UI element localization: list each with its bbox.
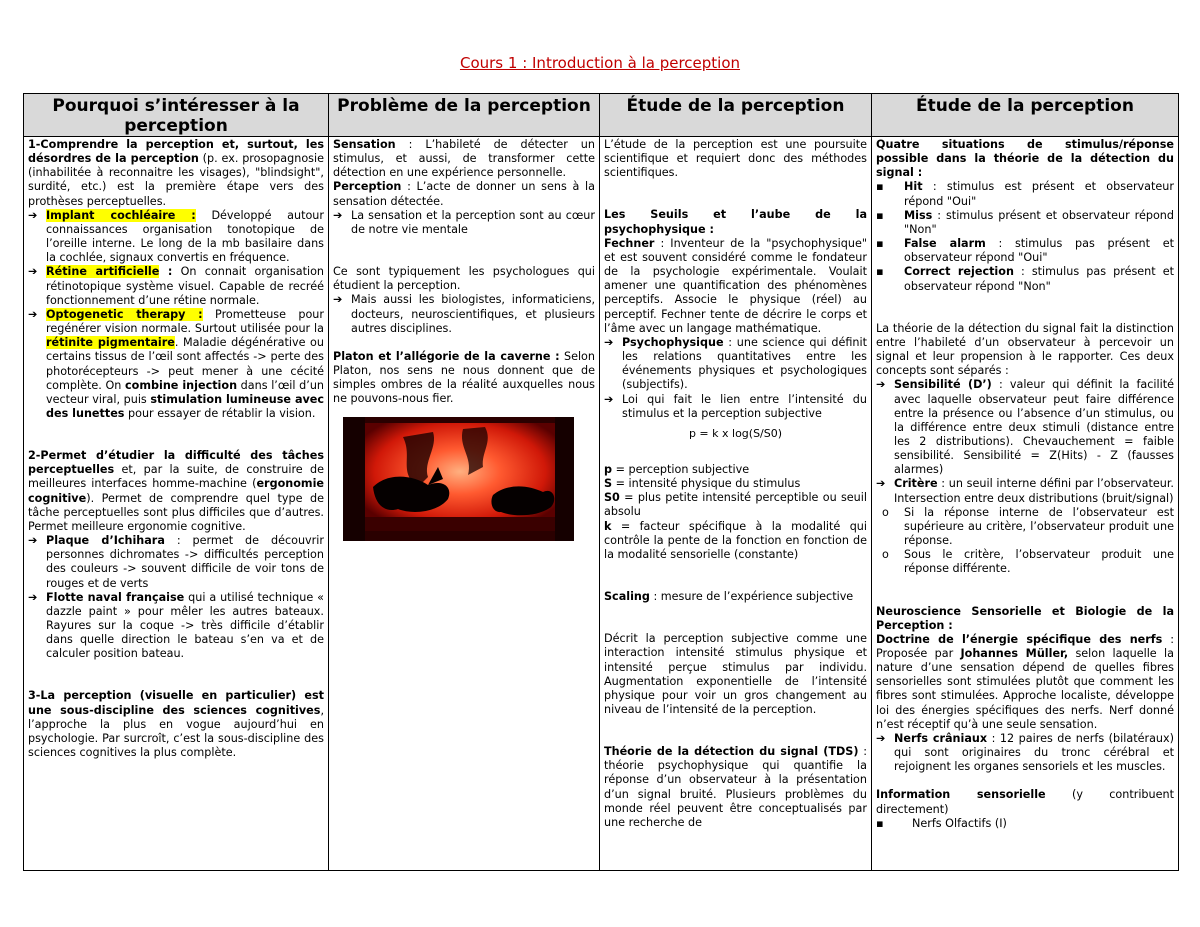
square-bullet-icon: ▪ [876,237,884,251]
list-item: o Si la réponse interne de l’observateur est supérieure au critère, l’observateur produit une réponse. [882,505,1174,548]
arrow-icon: ➔ [876,731,886,745]
arrow-icon: ➔ [28,208,38,222]
list-item: ➔ Optogenetic therapy : Prometteuse pour regénérer vision normale. Surtout utilisée pour la rétinite pigmentaire. Maladie dégénérative ou certains tissus de l’œil sont affectés -> perte des photorécepteurs -> peut mener à une cécité complète. On combine injection dans l’œil d’un vecteur viral, puis stimulation lumineuse avec des lunettes pour essayer de rétablir la vision. [28,307,324,420]
arrow-icon: ➔ [28,534,38,548]
list-item: o Sous le critère, l’observateur produit une réponse différente. [882,548,1174,576]
square-bullet-icon: ▪ [876,208,884,222]
point-2: 2-Permet d’étudier la difficulté des tâches perceptuelles et, par la suite, de construire de meilleures interfaces homme-machine (ergonomie cognitive). Permet de comprendre quel type de tâche perceptuelles sont plus difficiles que d’autres. Permet meilleure ergonomie cognitive. [28,449,324,533]
arrow-icon: ➔ [28,590,38,604]
column-study-1 [600,137,872,871]
plato-cave-image [343,417,574,541]
header-why: Pourquoi s’intéresser à la perception [24,94,329,137]
cave-illustration [343,417,574,541]
arrow-icon: ➔ [333,293,343,307]
header-row [24,94,1179,137]
section-heading: Les Seuils et l’aube de la psychophysique : [604,208,867,236]
doctrine-paragraph: Doctrine de l’énergie spécifique des nerfs : Proposée par Johannes Müller, selon laquelle la nature d’une sensation dépend de quelles fibres sensorielles sont stimulées plutôt que comment les fibres sont stimulées. Approche localiste, développe loi des énergies spécifiques des nerfs. Nerf donné n’est réceptif qu’à une seule sensation. [876,632,1174,731]
list-item: ➔ La sensation et la perception sont au cœur de notre vie mentale [333,208,595,236]
header-study-1: Étude de la perception [600,94,872,137]
list-item: ▪ Nerfs Olfactifs (I) [876,816,1007,830]
column-why [24,137,329,871]
list-item: ▪ Hit : stimulus est présent et observateur répond "Oui" [876,180,1174,208]
scaling-paragraph: Scaling : mesure de l’expérience subjective [604,590,854,604]
point-3: 3-La perception (visuelle en particulier) est une sous-discipline des sciences cognitives, l’approche la plus en vogue aujourd’hui en psychologie. Par surcroît, c’est la sous-discipline des sciences cognitives la plus complète. [28,689,324,760]
list-item: ➔ Sensibilité (D’) : valeur qui définit la facilité avec laquelle observateur peut faire différence entre la présence ou l’absence d’un stimulus, ou la différence entre deux stimuli (distance entre les 2 distributions). Chevauchement = faible sensibilité. Sensibilité = Z(Hits) - Z (fausses alarmes) [876,378,1174,477]
list-item: ▪ False alarm : stimulus pas présent et observateur répond "Oui" [876,237,1174,265]
fechner-formula: p = k x log(S/S0) [688,426,783,440]
definition: S0 = plus petite intensité perceptible ou seuil absolu [604,491,867,519]
fechner-paragraph: Fechner : Inventeur de la "psychophysique" et est souvent considéré comme le fondateur de la psychologie expérimentale. Voulait amener une quantification des phénomènes perceptifs. Associe le physique (réel) au perceptif. Fechner tente de décrire le corps et l’âme avec un langage mathématique. [604,236,867,335]
list-item: ➔ Nerfs crâniaux : 12 paires de nerfs (bilatéraux) qui sont originaires du tronc cérébral et rejoignent les organes sensoriels et les muscles. [876,731,1174,774]
arrow-icon: ➔ [604,335,614,349]
tds-distinction: La théorie de la détection du signal fait la distinction entre l’habileté d’un observateur à percevoir un signal et leur propension à le rapporter. Ces deux concepts sont séparés : [876,321,1174,378]
list-item: ➔ Plaque d’Ichihara : permet de découvrir personnes dichromates -> difficultés perception des couleurs -> souvent difficile de voir tons de rouges et de verts [28,534,324,590]
list-item: ➔ Critère : un seuil interne défini par l’observateur. Intersection entre deux distributions (bruit/signal) [876,477,1174,505]
arrow-icon: ➔ [333,208,343,222]
arrow-icon: ➔ [28,265,38,279]
study-intro: L’étude de la perception est une poursuite scientifique et requiert donc des méthodes scientifiques. [604,138,867,180]
list-item: ➔ Flotte naval française qui a utilisé technique « dazzle paint » pour mêler les autres bateaux. Rayures sur la coque -> très difficile d’établir dans quelle direction le bateau s’en va et de calculer position bateau. [28,590,324,661]
list-item: ➔ Rétine artificielle : On connait organisation rétinotopique système visuel. Capable de recréé fonctionnement d’une rétine normale. [28,265,324,307]
list-item: ▪ Miss : stimulus présent et observateur répond "Non" [876,208,1174,236]
section-heading: Neuroscience Sensorielle et Biologie de la Perception : [876,604,1174,632]
arrow-icon: ➔ [604,392,614,406]
header-problem: Problème de la perception [329,94,600,137]
document-title: Cours 1 : Introduction à la perception [459,54,741,72]
list-item: ➔ Mais aussi les biologistes, informaticiens, docteurs, neuroscientifiques, et plusieurs autres disciplines. [333,293,595,335]
circle-bullet-icon: o [882,548,889,562]
arrow-icon: ➔ [876,378,886,392]
square-bullet-icon: ▪ [876,180,884,194]
section-heading: Quatre situations de stimulus/réponse possible dans la théorie de la détection du signal : [876,138,1174,180]
definition: S = intensité physique du stimulus [604,477,801,491]
plato-paragraph: Platon et l’allégorie de la caverne : Selon Platon, nos sens ne nous donnent que de simples ombres de la réalité auxquelles nous ne pouvons-nous fier. [333,349,595,406]
header-study-2: Étude de la perception [872,94,1179,137]
square-bullet-icon: ▪ [876,265,884,279]
list-item: ▪ Correct rejection : stimulus pas présent et observateur répond "Non" [876,265,1174,293]
square-bullet-icon: ▪ [876,816,884,830]
definition: k = facteur spécifique à la modalité qui contrôle la pente de la fonction en fonction de la modalité sensorielle (constante) [604,519,867,561]
definition: p = perception subjective [604,462,750,476]
list-item: ➔ Implant cochléaire : Développé autour connaissances organisation tonotopique de l’oreille interne. Le long de la mb basilaire dans la cochlée, signaux convertis en fréquence. [28,208,324,265]
tds-paragraph: Théorie de la détection du signal (TDS) : théorie psychophysique qui quantifie la réponse d’un observateur à la présentation d’un signal bruité. Plusieurs problèmes du monde réel peuvent être conceptualisés par une recherche de [604,745,867,829]
arrow-icon: ➔ [876,477,886,491]
psychologists-note: Ce sont typiquement les psychologues qui étudient la perception. [333,265,595,293]
content-row [24,137,1179,871]
perception-def: Perception : L’acte de donner un sens à la sensation détectée. [333,180,595,208]
list-item: ➔ Loi qui fait le lien entre l’intensité du stimulus et la perception subjective [604,392,867,420]
circle-bullet-icon: o [882,505,889,519]
sensory-info-heading: Information sensorielle (y contribuent directement) [876,788,1174,816]
list-item: ➔ Psychophysique : une science qui définit les relations quantitatives entre les événements physiques et psychologiques (subjectifs). [604,335,867,392]
column-study-2 [872,137,1179,871]
scaling-description: Décrit la perception subjective comme une interaction intensité stimulus physique et intensité perçue stimulus par individu. Augmentation exponentielle de l’intensité physique pour voir un gros changement au niveau de l’intensité de la perception. [604,632,867,716]
column-problem [329,137,600,871]
course-table [23,93,1179,871]
sensation-def: Sensation : L’habileté de détecter un stimulus, et aussi, de transformer cette détection en une expérience personnelle. [333,138,595,180]
arrow-icon: ➔ [28,307,38,321]
point-1: 1-Comprendre la perception et, surtout, les désordres de la perception (p. ex. prosopagnosie (inhabilitée à reconnaitre les visages), "blindsight", surdité, etc.) est la première étape vers des prothèses perceptuelles. [28,138,324,208]
